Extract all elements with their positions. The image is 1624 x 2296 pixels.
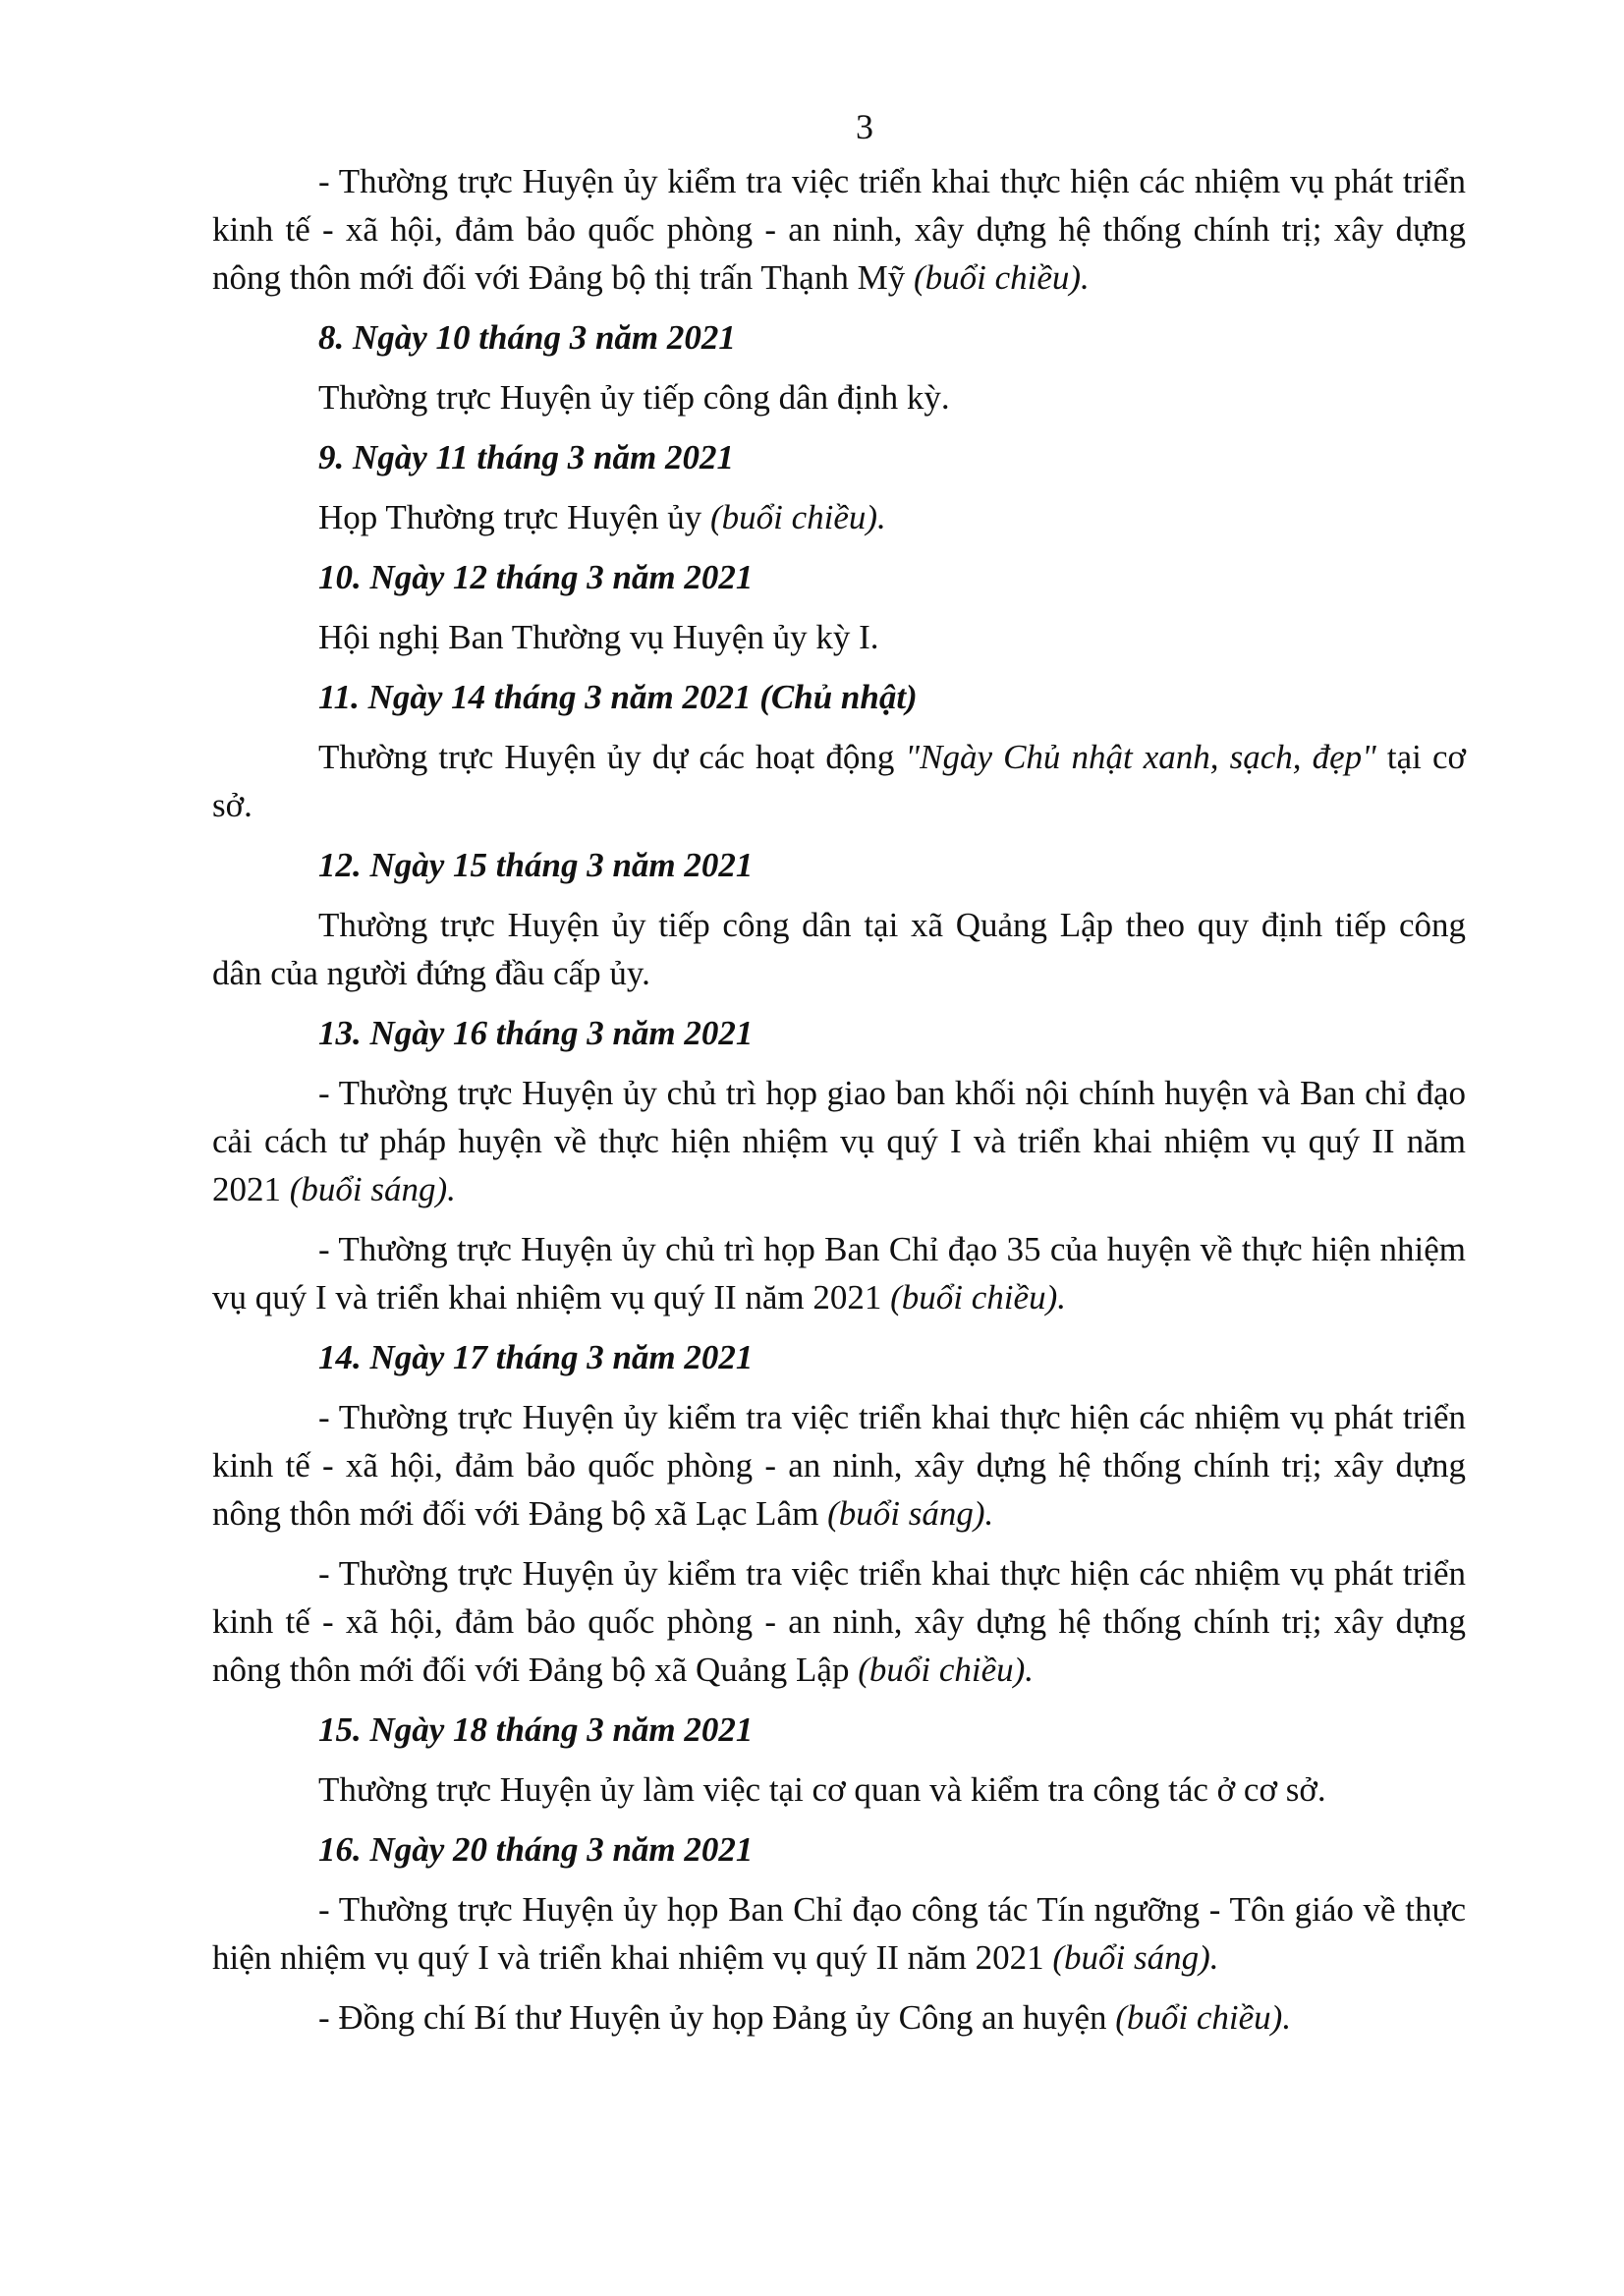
paragraph xyxy=(212,1225,1466,1321)
paragraph-text: - Thường trực Huyện ủy kiểm tra việc triển khai thực hiện các nhiệm vụ phát triển kinh tế - xã hội, đảm bảo quốc phòng - an ninh, xây dựng hệ thống chính trị; xây dựng nông thôn mới đối với Đảng bộ xã Quảng Lập xyxy=(212,1554,1466,1689)
paragraph-text: Họp Thường trực Huyện ủy xyxy=(318,498,710,536)
paragraph-note: (buổi chiều). xyxy=(890,1278,1066,1316)
section-heading: 12. Ngày 15 tháng 3 năm 2021 xyxy=(318,846,754,884)
document-body xyxy=(212,157,1466,2053)
paragraph-text: Hội nghị Ban Thường vụ Huyện ủy kỳ I. xyxy=(318,618,879,656)
paragraph-note: "Ngày Chủ nhật xanh, sạch, đẹp" xyxy=(905,738,1376,776)
paragraph xyxy=(212,493,1466,541)
section-heading: 15. Ngày 18 tháng 3 năm 2021 xyxy=(318,1710,754,1749)
section-heading: 9. Ngày 11 tháng 3 năm 2021 xyxy=(318,438,734,476)
paragraph-note: (buổi sáng). xyxy=(827,1494,994,1533)
paragraph-note: (buổi chiều). xyxy=(1115,1998,1292,2037)
paragraph xyxy=(212,1885,1466,1982)
paragraph-text: - Thường trực Huyện ủy chủ trì họp Ban Chỉ đạo 35 của huyện về thực hiện nhiệm vụ quý I và triển khai nhiệm vụ quý II năm 2021 xyxy=(212,1230,1466,1316)
paragraph-note: (buổi chiều). xyxy=(858,1651,1035,1689)
section-heading: 16. Ngày 20 tháng 3 năm 2021 xyxy=(318,1830,754,1869)
paragraph xyxy=(212,1765,1466,1814)
paragraph-tail: tại cơ sở. xyxy=(212,738,1466,824)
paragraph xyxy=(212,733,1466,829)
paragraph-text: - Thường trực Huyện ủy kiểm tra việc triển khai thực hiện các nhiệm vụ phát triển kinh tế - xã hội, đảm bảo quốc phòng - an ninh, xây dựng hệ thống chính trị; xây dựng nông thôn mới đối với Đảng bộ xã Lạc Lâm xyxy=(212,1398,1466,1533)
paragraph-text: - Thường trực Huyện ủy kiểm tra việc triển khai thực hiện các nhiệm vụ phát triển kinh tế - xã hội, đảm bảo quốc phòng - an ninh, xây dựng hệ thống chính trị; xây dựng nông thôn mới đối với Đảng bộ thị trấn Thạnh Mỹ xyxy=(212,162,1466,297)
paragraph-note: (buổi sáng). xyxy=(289,1170,456,1208)
section-heading: 14. Ngày 17 tháng 3 năm 2021 xyxy=(318,1338,754,1376)
paragraph xyxy=(212,1069,1466,1213)
section-heading: 13. Ngày 16 tháng 3 năm 2021 xyxy=(318,1014,754,1052)
paragraph-text: Thường trực Huyện ủy dự các hoạt động xyxy=(318,738,906,776)
paragraph xyxy=(212,1549,1466,1694)
paragraph xyxy=(212,157,1466,302)
paragraph-text: Thường trực Huyện ủy tiếp công dân định kỳ. xyxy=(318,378,950,417)
paragraph xyxy=(212,1393,1466,1538)
paragraph-text: - Đồng chí Bí thư Huyện ủy họp Đảng ủy Công an huyện xyxy=(318,1998,1116,2037)
section-heading: 11. Ngày 14 tháng 3 năm 2021 (Chủ nhật) xyxy=(318,678,918,716)
section-heading: 10. Ngày 12 tháng 3 năm 2021 xyxy=(318,558,754,596)
paragraph-text: - Thường trực Huyện ủy họp Ban Chỉ đạo công tác Tín ngưỡng - Tôn giáo về thực hiện nhiệm vụ quý I và triển khai nhiệm vụ quý II năm 2021 xyxy=(212,1890,1466,1977)
paragraph xyxy=(212,901,1466,997)
paragraph-note: (buổi chiều). xyxy=(709,498,886,536)
section-heading: 8. Ngày 10 tháng 3 năm 2021 xyxy=(318,318,736,357)
paragraph-note: (buổi chiều). xyxy=(913,258,1090,297)
paragraph xyxy=(212,613,1466,661)
paragraph xyxy=(212,373,1466,421)
page-number: 3 xyxy=(856,107,873,146)
paragraph-note: (buổi sáng). xyxy=(1052,1938,1219,1977)
paragraph xyxy=(212,1993,1466,2042)
paragraph-text: Thường trực Huyện ủy tiếp công dân tại xã Quảng Lập theo quy định tiếp công dân của người đứng đầu cấp ủy. xyxy=(212,906,1466,992)
paragraph-text: Thường trực Huyện ủy làm việc tại cơ quan và kiểm tra công tác ở cơ sở. xyxy=(318,1770,1326,1809)
paragraph-text: - Thường trực Huyện ủy chủ trì họp giao ban khối nội chính huyện và Ban chỉ đạo cải cách tư pháp huyện về thực hiện nhiệm vụ quý I và triển khai nhiệm vụ quý II năm 2021 xyxy=(212,1074,1466,1208)
